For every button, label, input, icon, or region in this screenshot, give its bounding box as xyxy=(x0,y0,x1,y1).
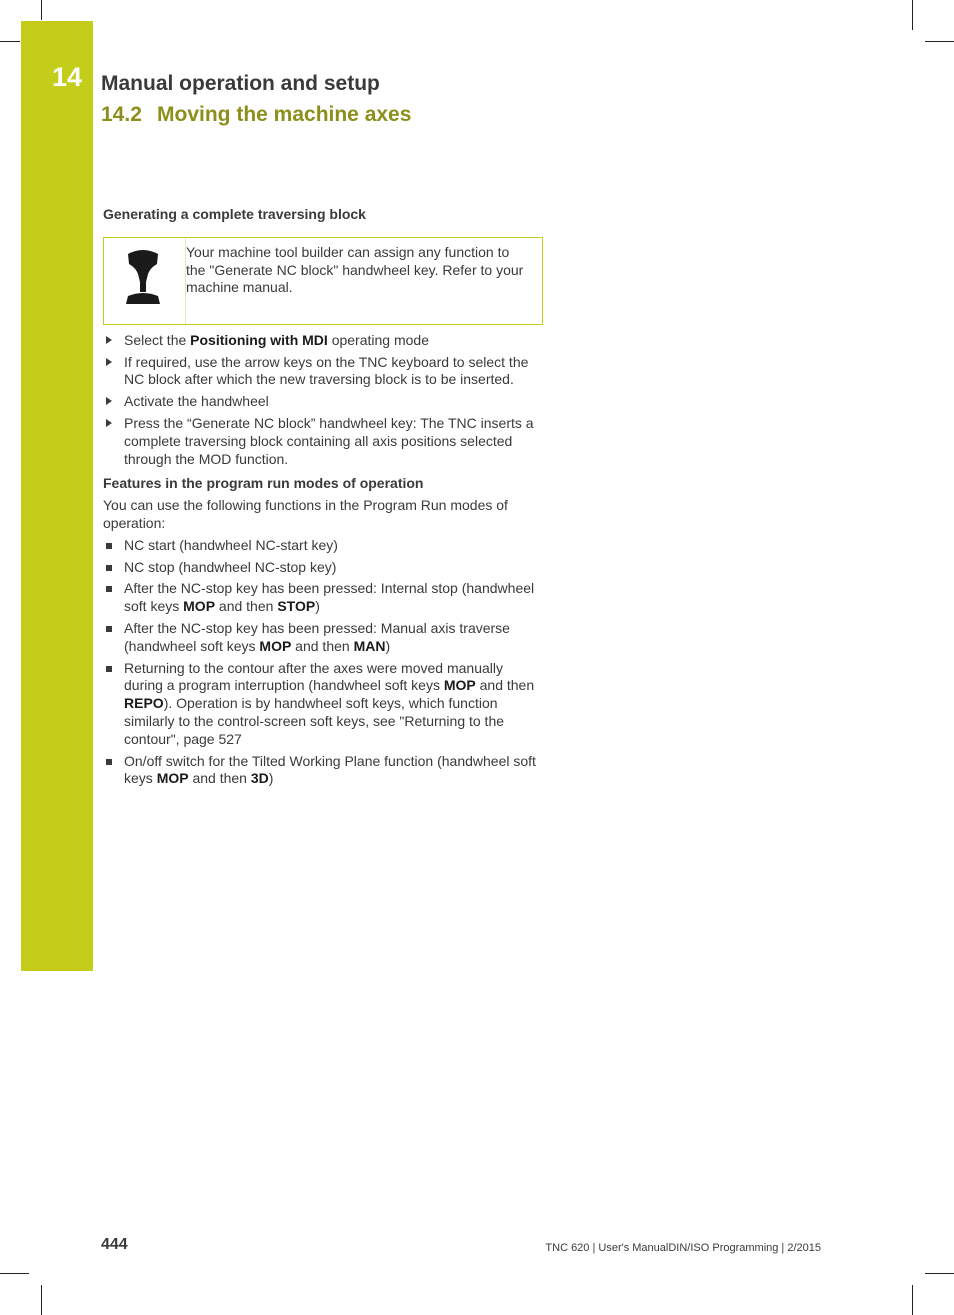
step-text: operating mode xyxy=(327,331,429,348)
chapter-title: Manual operation and setup xyxy=(101,72,380,95)
square-bullet-icon xyxy=(106,626,112,632)
square-bullet-icon xyxy=(106,565,112,571)
page-number: 444 xyxy=(101,1236,128,1253)
crop-mark xyxy=(41,1285,42,1315)
square-bullet-icon xyxy=(106,586,112,592)
item-text: ). Operation is by handwheel soft keys, which function similarly to the control-screen soft keys, see "Returning to the contour", page 527 xyxy=(124,695,505,747)
soft-key: MOP xyxy=(443,677,476,694)
crop-mark xyxy=(0,1273,29,1274)
arrow-bullet-icon xyxy=(106,358,112,366)
crop-mark xyxy=(925,41,954,42)
list-item xyxy=(103,620,543,656)
item-text: On/off switch for the Tilted Working Plane function (handwheel soft keys xyxy=(124,752,536,787)
crop-mark xyxy=(0,41,20,42)
item-text: and then xyxy=(475,677,535,694)
list-item xyxy=(103,393,543,411)
soft-key: MOP xyxy=(183,598,216,615)
soft-key: STOP xyxy=(277,598,316,615)
features-intro: You can use the following functions in the Program Run modes of operation: xyxy=(103,497,508,531)
note-box xyxy=(103,237,543,325)
item-text: After the NC-stop key has been pressed: Internal stop (handwheel soft keys xyxy=(124,580,535,615)
chapter-sidebar xyxy=(21,21,93,971)
mode-name: Positioning with MDI xyxy=(190,331,328,348)
item-text: and then xyxy=(188,770,251,787)
chapter-number: 14 xyxy=(52,62,83,92)
list-item xyxy=(103,580,543,616)
soft-key: MOP xyxy=(259,637,292,654)
features-heading: Features in the program run modes of operation xyxy=(103,475,424,492)
list-item xyxy=(103,537,543,555)
section-number: 14.2 xyxy=(101,103,142,126)
machine-tool-builder-icon xyxy=(124,248,162,304)
step-text: Activate the handwheel xyxy=(124,393,269,410)
note-text: Your machine tool builder can assign any function to the "Generate NC block" handwheel key. Refer to your machine manual. xyxy=(186,243,524,296)
crop-mark xyxy=(41,0,42,20)
step-text: If required, use the arrow keys on the TNC keyboard to select the NC block after which the new traversing block is to be inserted. xyxy=(124,353,529,388)
soft-key: 3D xyxy=(250,770,269,787)
item-text: ) xyxy=(385,637,391,654)
item-text: After the NC-stop key has been pressed: Manual axis traverse (handwheel soft keys xyxy=(124,619,510,654)
item-text: Returning to the contour after the axes were moved manually during a program interruption (handwheel soft keys xyxy=(124,659,503,694)
list-item xyxy=(103,559,543,577)
crop-mark xyxy=(912,0,913,30)
square-bullet-icon xyxy=(106,666,112,672)
item-text: ) xyxy=(315,598,320,615)
footer-text: TNC 620 | User's ManualDIN/ISO Programming | 2/2015 xyxy=(545,1242,821,1254)
crop-mark xyxy=(912,1285,913,1315)
section-name: Moving the machine axes xyxy=(157,103,412,126)
item-text: NC start (handwheel NC-start key) xyxy=(124,536,338,553)
list-item xyxy=(103,354,543,390)
traversing-heading: Generating a complete traversing block xyxy=(103,206,366,222)
item-text: NC stop (handwheel NC-stop key) xyxy=(124,558,337,575)
soft-key: MAN xyxy=(353,637,386,654)
soft-key: REPO xyxy=(124,695,164,712)
crop-mark xyxy=(925,1273,954,1274)
step-text: Press the “Generate NC block” handwheel key: The TNC inserts a complete traversing block containing all axis positions selected through the MOD function. xyxy=(124,414,534,467)
item-text: and then xyxy=(215,598,278,615)
arrow-bullet-icon xyxy=(106,419,112,427)
square-bullet-icon xyxy=(106,759,112,765)
step-text: Select the xyxy=(124,331,191,348)
list-item xyxy=(103,753,543,789)
arrow-bullet-icon xyxy=(106,336,112,344)
list-item xyxy=(103,415,543,468)
item-text: ) xyxy=(268,770,274,787)
step-list xyxy=(103,332,543,469)
soft-key: MOP xyxy=(156,770,189,787)
arrow-bullet-icon xyxy=(106,397,112,405)
list-item xyxy=(103,332,543,350)
main-content xyxy=(103,206,543,792)
square-bullet-icon xyxy=(106,543,112,549)
item-text: and then xyxy=(291,637,354,654)
feature-list xyxy=(103,537,543,788)
list-item xyxy=(103,660,543,749)
section-title xyxy=(101,103,411,127)
